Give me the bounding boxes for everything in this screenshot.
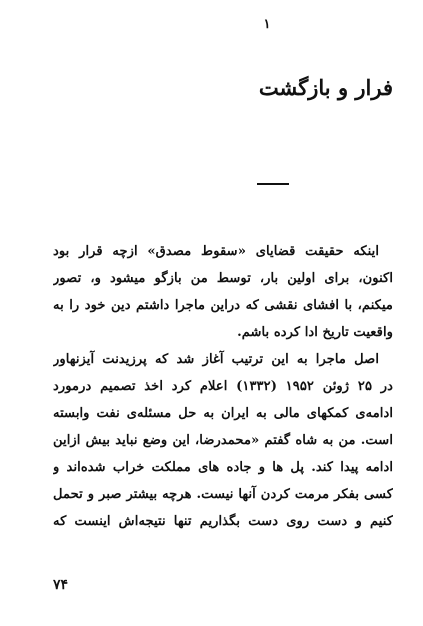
text-line: ادامه پیدا کند. پل ها و جاده های مملکت خراب شده‌اند و bbox=[53, 460, 393, 475]
text-line: کنیم و دست روی دست بگذاریم تنها نتیجه‌اش اینست که bbox=[53, 514, 393, 529]
body-text bbox=[53, 238, 393, 535]
paragraph-1 bbox=[53, 238, 393, 346]
section-divider bbox=[257, 183, 289, 185]
text-line: است. من به شاه گفتم «محمدرضا، این وضع نباید بیش ازاین bbox=[53, 433, 393, 448]
text-line: واقعیت تاریخ ادا کرده باشم. bbox=[237, 325, 393, 340]
text-line: اینکه حقیقت قضایای «سقوط مصدق» ازچه قرار بود bbox=[53, 244, 379, 259]
text-line: اصل ماجرا به این ترتیب آغاز شد که پرزیدنت آیزنهاور bbox=[53, 352, 379, 367]
paragraph-2 bbox=[53, 346, 393, 535]
text-line: ادامه‌ی کمکهای مالی به ایران به حل مسئله‌ی نفت وابسته bbox=[53, 406, 393, 421]
text-line: میکنم، با افشای نقشی که دراین ماجرا داشتم دین خود را به bbox=[53, 298, 393, 313]
text-line: کسی بفکر مرمت کردن آنها نیست. هرچه بیشتر صبر و تحمل bbox=[53, 487, 393, 502]
chapter-title: فرار و بازگشت bbox=[258, 75, 393, 100]
text-line: اکنون، برای اولین بار، توسط من بازگو میشود و، تصور bbox=[53, 271, 393, 286]
page-number: ۷۴ bbox=[53, 577, 69, 593]
text-line: در ۲۵ ژوئن ۱۹۵۲ (۱۳۳۲) اعلام کرد اخذ تصمیم درمورد bbox=[53, 379, 393, 394]
chapter-number-mark: ۱ bbox=[263, 17, 271, 32]
